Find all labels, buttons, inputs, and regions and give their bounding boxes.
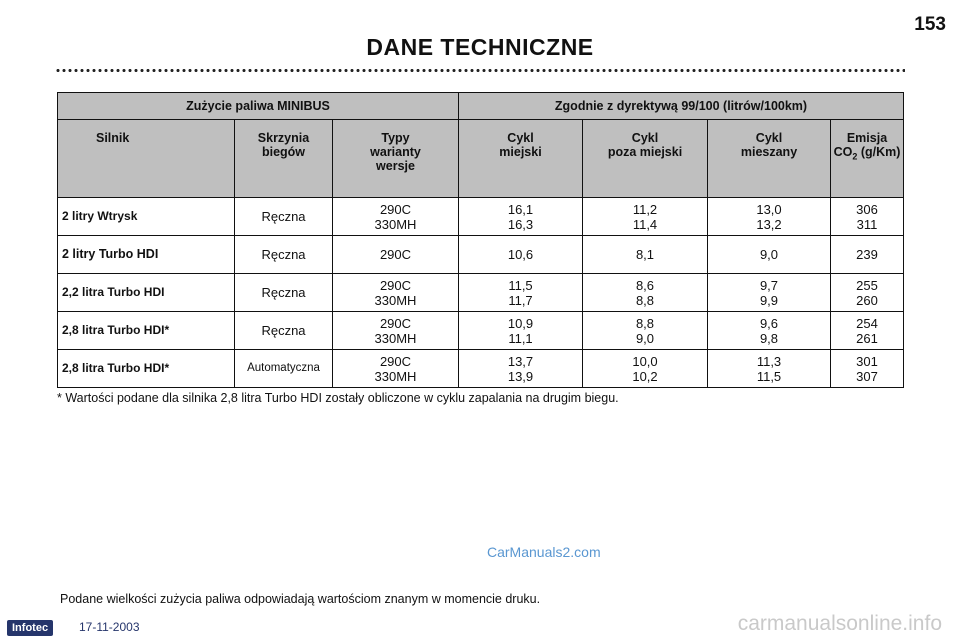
col-combined <box>708 120 831 198</box>
col-extra-urban-line: poza miejski <box>607 145 683 159</box>
cell-gearbox: Ręczna <box>235 274 333 312</box>
cell-combined <box>708 198 831 236</box>
table-header-columns <box>58 120 904 198</box>
cell-urban <box>459 312 583 350</box>
cell-value: 13,7 <box>507 353 534 369</box>
cell-variants <box>333 274 459 312</box>
cell-value: 254 <box>856 315 878 331</box>
table-header-main <box>58 93 904 120</box>
cell-urban <box>459 350 583 388</box>
cell-urban <box>459 198 583 236</box>
cell-value: 290C <box>379 353 412 369</box>
cell-value: 290C <box>379 201 412 217</box>
cell-extra-urban <box>583 198 708 236</box>
cell-engine: 2,8 litra Turbo HDI* <box>58 350 235 388</box>
cell-value: 10,6 <box>507 247 534 262</box>
col-variants <box>333 120 459 198</box>
cell-value: 10,2 <box>632 368 658 384</box>
cell-engine: 2,2 litra Turbo HDI <box>58 274 235 312</box>
cell-combined <box>708 312 831 350</box>
footnote: * Wartości podane dla silnika 2,8 litra Turbo HDI zostały obliczone w cyklu zapalania na drugim biegu. <box>57 391 619 405</box>
cell-value: 307 <box>856 368 878 384</box>
cell-value: 9,6 <box>759 315 779 331</box>
cell-value: 11,3 <box>756 353 782 369</box>
co2-subscript: 2 <box>852 151 858 162</box>
cell-value: 311 <box>856 216 878 232</box>
cell-value: 9,7 <box>759 277 779 293</box>
cell-value: 11,2 <box>632 201 658 217</box>
cell-engine: 2,8 litra Turbo HDI* <box>58 312 235 350</box>
cell-combined <box>708 274 831 312</box>
cell-value: 13,9 <box>507 368 534 384</box>
col-co2-line2 <box>831 145 903 164</box>
cell-variants <box>333 312 459 350</box>
cell-value: 330MH <box>374 330 417 346</box>
cell-gearbox: Ręczna <box>235 236 333 274</box>
col-extra-urban <box>583 120 708 198</box>
cell-engine: 2 litry Turbo HDI <box>58 236 235 274</box>
cell-gearbox: Ręczna <box>235 312 333 350</box>
table-row <box>58 312 904 350</box>
cell-variants <box>333 350 459 388</box>
cell-extra-urban <box>583 236 708 274</box>
infotec-logo: Infotec <box>7 620 53 636</box>
cell-extra-urban <box>583 274 708 312</box>
col-combined-line: Cykl <box>755 131 783 145</box>
table-row <box>58 198 904 236</box>
footer-date: 17-11-2003 <box>79 620 140 634</box>
page-title: DANE TECHNICZNE <box>366 34 594 60</box>
col-urban <box>459 120 583 198</box>
cell-value: 11,5 <box>508 277 533 293</box>
bottom-note: Podane wielkości zużycia paliwa odpowiadają wartościom znanym w momencie druku. <box>60 592 541 606</box>
cell-co2 <box>831 274 904 312</box>
cell-value: 9,0 <box>759 247 779 262</box>
cell-value: 306 <box>856 201 878 217</box>
carmanuals-watermark: CarManuals2.com <box>487 544 601 560</box>
cell-extra-urban <box>583 350 708 388</box>
table-row <box>58 350 904 388</box>
fuel-consumption-table-wrapper <box>57 92 904 388</box>
col-co2 <box>831 120 904 198</box>
col-gearbox-line: biegów <box>261 145 306 159</box>
cell-value: 11,7 <box>508 292 533 308</box>
col-extra-urban-line: Cykl <box>631 131 659 145</box>
cell-value: 9,8 <box>759 330 779 346</box>
cell-co2 <box>831 350 904 388</box>
col-gearbox-line: Skrzynia <box>257 131 310 145</box>
cell-co2 <box>831 198 904 236</box>
cell-gearbox: Ręczna <box>235 198 333 236</box>
cell-variants <box>333 198 459 236</box>
table-row <box>58 236 904 274</box>
dotted-divider <box>55 68 905 73</box>
cell-extra-urban <box>583 312 708 350</box>
col-co2-line: Emisja <box>846 131 888 145</box>
cell-value: 290C <box>379 277 412 293</box>
cell-co2 <box>831 236 904 274</box>
cell-co2 <box>831 312 904 350</box>
cell-value: 260 <box>856 292 878 308</box>
col-combined-line: mieszany <box>740 145 798 159</box>
cell-engine: 2 litry Wtrysk <box>58 198 235 236</box>
cell-variants <box>333 236 459 274</box>
cell-value: 290C <box>379 315 412 331</box>
cell-value: 239 <box>856 247 878 262</box>
cell-value: 9,0 <box>635 330 655 346</box>
fuel-consumption-table <box>57 92 904 388</box>
cell-value: 16,3 <box>507 216 534 232</box>
col-urban-line: Cykl <box>507 131 534 145</box>
cell-value: 11,5 <box>756 368 782 384</box>
cell-value: 10,9 <box>507 315 534 331</box>
cell-value: 11,1 <box>508 330 533 346</box>
page-number: 153 <box>914 14 946 35</box>
col-gearbox <box>235 120 333 198</box>
cell-value: 13,2 <box>756 216 782 232</box>
cell-value: 8,1 <box>635 247 655 262</box>
cell-value: 8,8 <box>635 315 655 331</box>
cell-value: 330MH <box>374 292 417 308</box>
cell-value: 261 <box>856 330 878 346</box>
table-body <box>58 198 904 388</box>
col-variants-line: wersje <box>376 159 415 173</box>
cell-value: 301 <box>856 353 878 369</box>
cell-value: 9,9 <box>759 292 779 308</box>
col-engine <box>58 120 235 198</box>
cell-value: 330MH <box>374 216 417 232</box>
co2-unit: (g/Km) <box>857 145 901 159</box>
cell-value: 10,0 <box>632 353 658 369</box>
cell-combined <box>708 236 831 274</box>
cell-value: 11,4 <box>632 216 658 232</box>
cell-value: 8,6 <box>635 277 655 293</box>
cell-gearbox: Automatyczna <box>235 350 333 388</box>
co2-label: CO <box>833 145 853 159</box>
col-urban-line: miejski <box>499 145 542 159</box>
header-directive: Zgodnie z dyrektywą 99/100 (litrów/100km) <box>459 93 904 120</box>
col-variants-line: Typy <box>381 131 410 145</box>
site-watermark: carmanualsonline.info <box>737 612 942 635</box>
cell-value: 16,1 <box>507 201 534 217</box>
cell-combined <box>708 350 831 388</box>
header-minibus: Zużycie paliwa MINIBUS <box>58 93 459 120</box>
table-row <box>58 274 904 312</box>
cell-value: 13,0 <box>756 201 782 217</box>
col-variants-line: warianty <box>370 145 421 159</box>
cell-value: 330MH <box>374 368 417 384</box>
cell-urban <box>459 274 583 312</box>
cell-value: 8,8 <box>635 292 655 308</box>
col-engine-line: Silnik <box>96 131 130 145</box>
cell-value: 255 <box>856 277 878 293</box>
cell-urban <box>459 236 583 274</box>
cell-value: 290C <box>379 247 412 262</box>
